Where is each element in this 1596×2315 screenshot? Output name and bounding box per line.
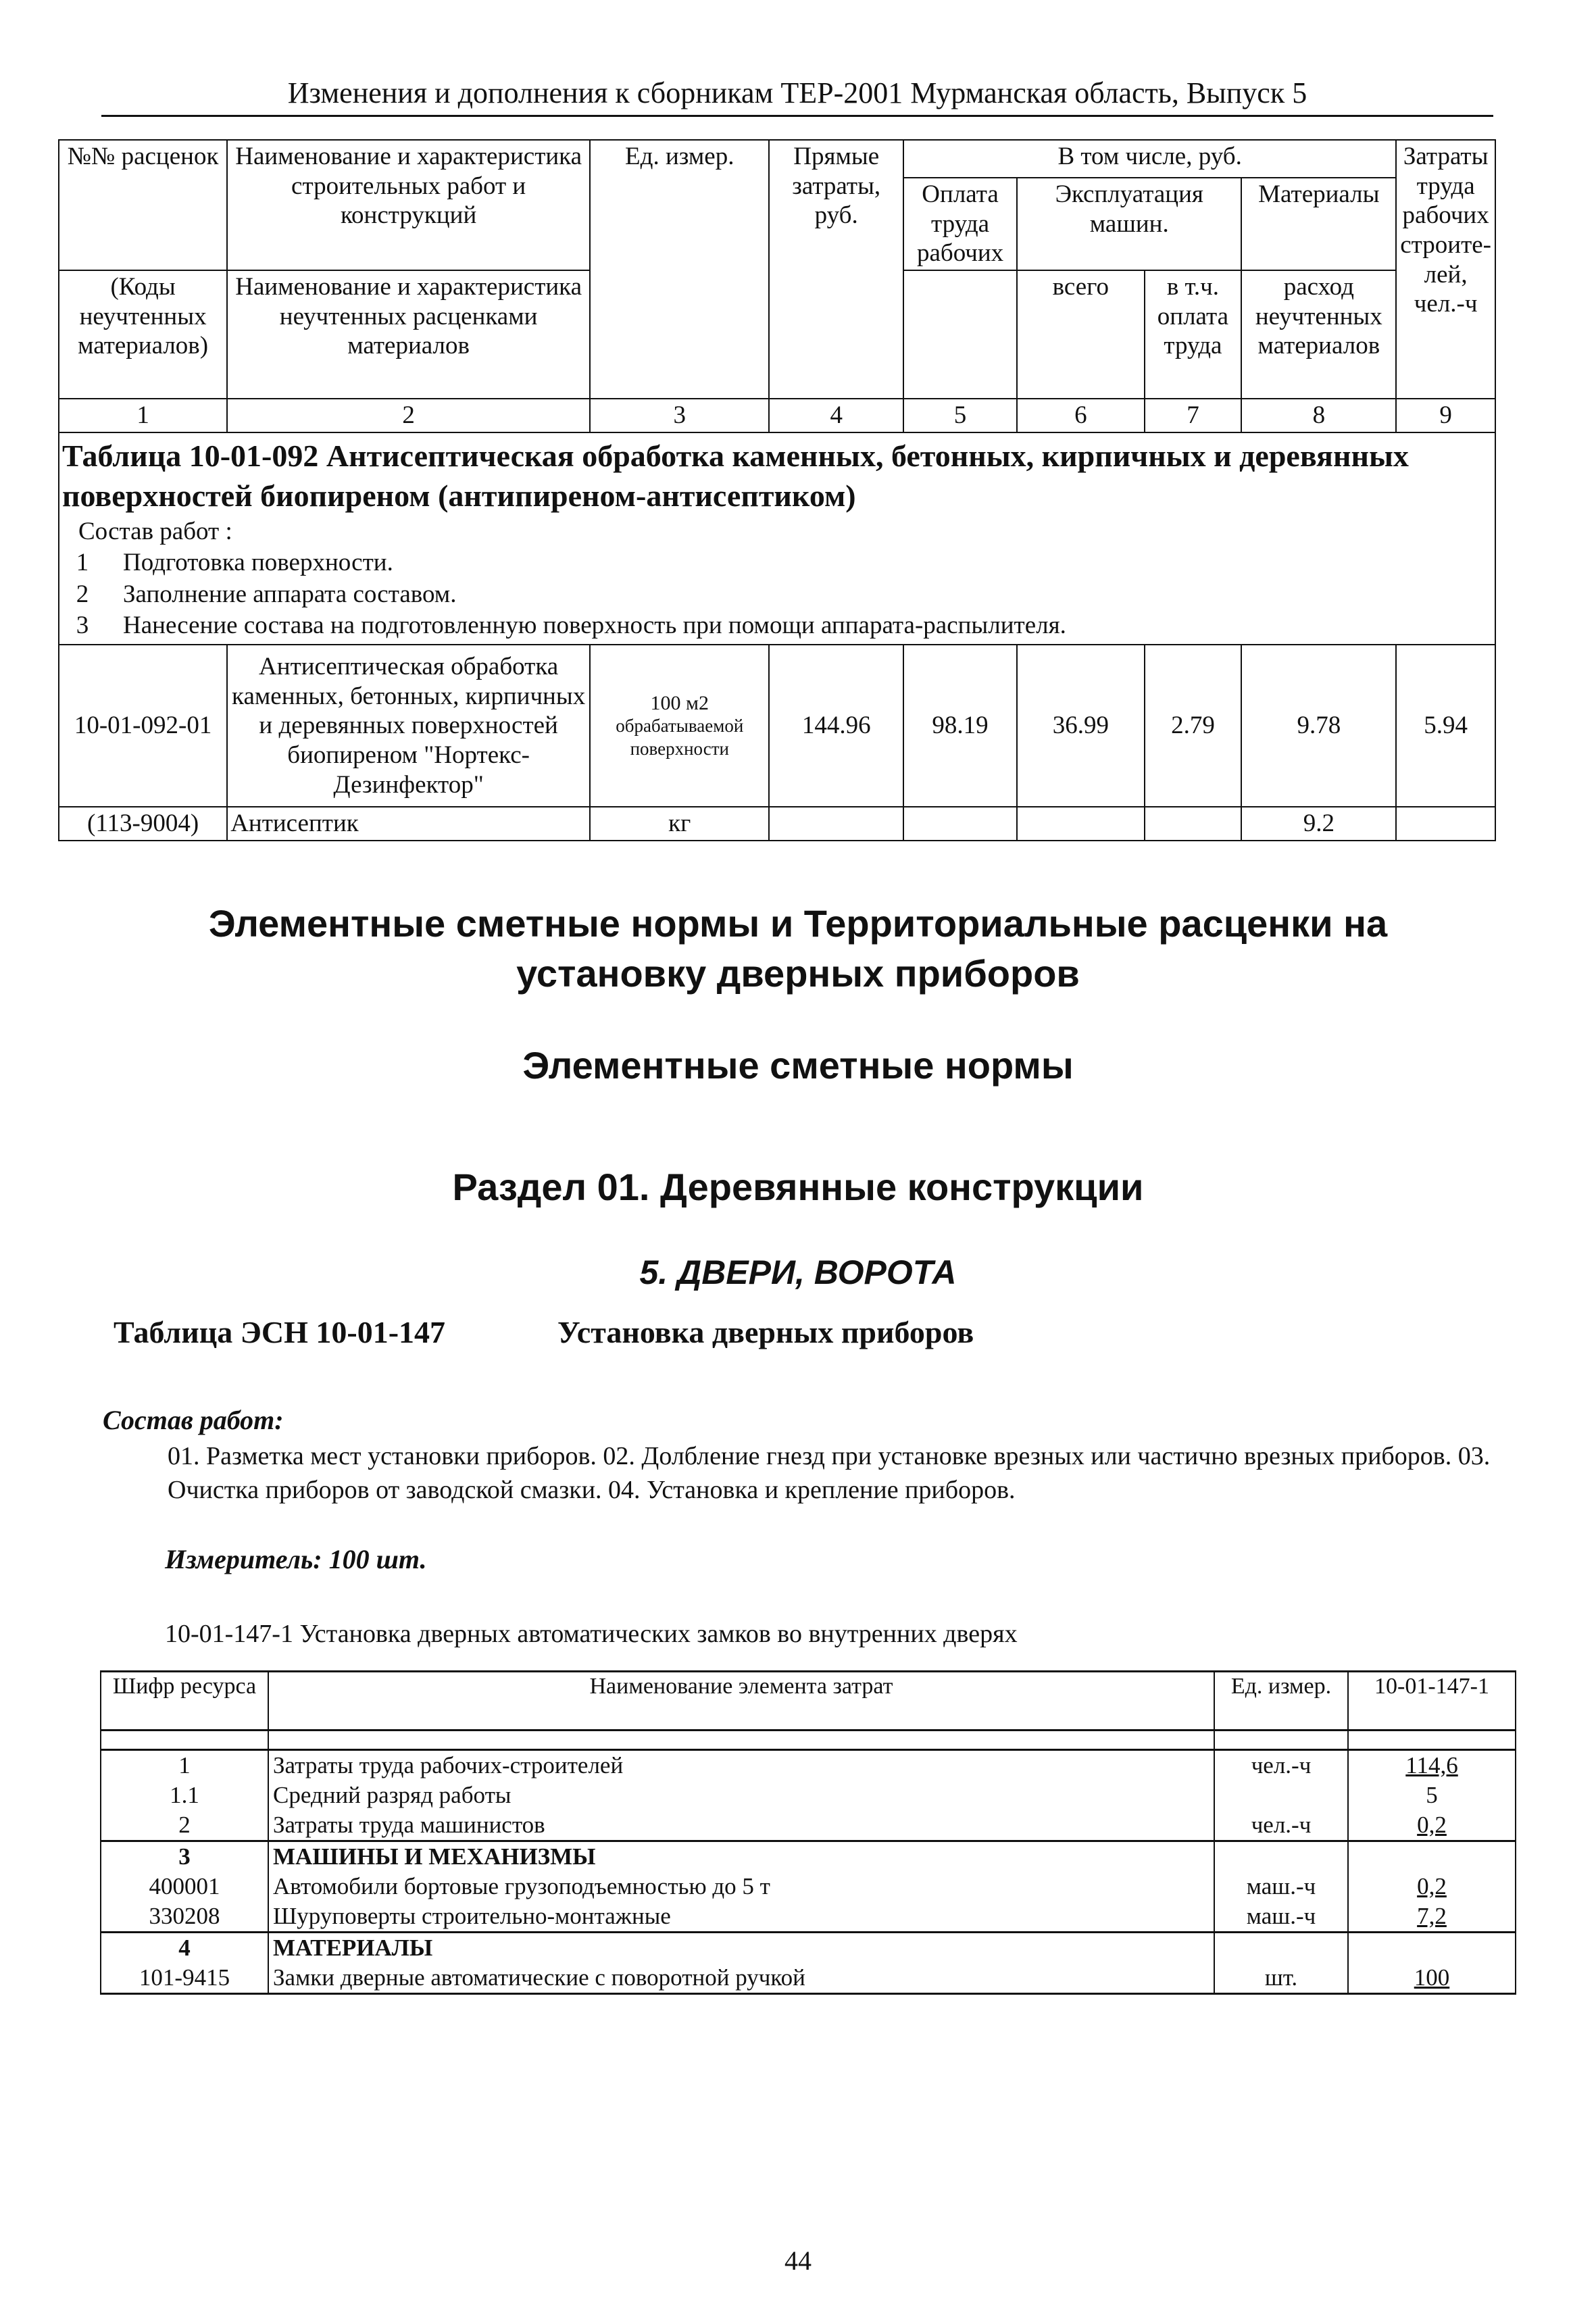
empty-cell (1145, 807, 1242, 841)
row-name: МАШИНЫ И МЕХАНИЗМЫ (268, 1841, 1214, 1872)
row-value: 100 (1348, 1963, 1516, 1994)
row-value: 0,2 (1348, 1810, 1516, 1841)
norm-table (100, 1670, 1516, 1995)
row-unit: шт. (1214, 1963, 1348, 1994)
rate-mach-labor: 2.79 (1145, 645, 1242, 807)
row-unit: чел.-ч (1214, 1750, 1348, 1781)
composition-block (62, 516, 1491, 641)
colnum: 1 (59, 399, 227, 432)
row-value: 5 (1348, 1781, 1516, 1810)
col-material-names: Наименование и характеристика неучтенных расценками материалов (227, 270, 590, 399)
subsection-heading: 5. ДВЕРИ, ВОРОТА (639, 1253, 957, 1291)
row-code: 1.1 (101, 1781, 268, 1810)
table-row (101, 1841, 1516, 1872)
colnum: 9 (1396, 399, 1495, 432)
row-code: 3 (101, 1841, 268, 1872)
table-row (101, 1810, 1516, 1841)
composition-label: Состав работ : (78, 518, 232, 546)
page-number: 44 (784, 2245, 812, 2276)
rate-labor-pay: 98.19 (903, 645, 1017, 807)
colnum: 2 (227, 399, 590, 432)
section-heading: Раздел 01. Деревянные конструкции (452, 1166, 1144, 1208)
col-materials: Материалы (1241, 178, 1396, 270)
row-value: 0,2 (1348, 1872, 1516, 1901)
row-name: Средний разряд работы (268, 1781, 1214, 1810)
col-rate-numbers: №№ расценок (59, 140, 227, 270)
rate-labor-hours: 5.94 (1396, 645, 1495, 807)
col-mach-total: всего (1017, 270, 1144, 399)
row-code: 4 (101, 1933, 268, 1964)
rate-mach-total: 36.99 (1017, 645, 1144, 807)
composition-text: 01. Разметка мест установки приборов. 02. Долбление гнезд при установке врезных или частично врезных приборов. 03. Очистка приборов от заводской смазки. 04. Установка и крепление приборов. (168, 1442, 1491, 1505)
row-code: 400001 (101, 1872, 268, 1901)
row-code: 330208 (101, 1901, 268, 1933)
rate-materials: 9.78 (1241, 645, 1396, 807)
measure-unit: Измеритель: 100 шт. (165, 1544, 427, 1574)
esn-table-title (0, 1314, 1596, 1355)
table-row (101, 1750, 1516, 1781)
row-name: МАТЕРИАЛЫ (268, 1933, 1214, 1964)
material-qty: 9.2 (1241, 807, 1396, 841)
col-group-including: В том числе, руб. (903, 140, 1396, 178)
row-name: Замки дверные автоматические с поворотной ручкой (268, 1963, 1214, 1994)
empty-cell (903, 807, 1017, 841)
empty-cell (1396, 807, 1495, 841)
col-machine-operation: Эксплуатация машин. (1017, 178, 1241, 270)
colnum: 6 (1017, 399, 1144, 432)
col-labor-pay: Оплата труда рабочих (903, 178, 1017, 270)
composition-item: 2 Заполнение аппарата составом. (76, 580, 457, 608)
spacer (101, 1731, 268, 1750)
spacer (1348, 1731, 1516, 1750)
spacer (1214, 1731, 1348, 1750)
row-value (1348, 1933, 1516, 1964)
row-unit: маш.-ч (1214, 1901, 1348, 1933)
row-unit: маш.-ч (1214, 1872, 1348, 1901)
rate-unit: 100 м2 обрабатываемой поверхности (590, 645, 769, 807)
material-unit: кг (590, 807, 769, 841)
col-material-codes: (Коды неучтенных материалов) (59, 270, 227, 399)
table-row (101, 1963, 1516, 1994)
table-title-block (59, 432, 1495, 645)
row-name: Затраты труда рабочих-строителей (268, 1750, 1214, 1781)
col-cost-element: Наименование элемента затрат (268, 1672, 1214, 1731)
colnum: 7 (1145, 399, 1242, 432)
empty-cell (1017, 807, 1144, 841)
table-row (101, 1933, 1516, 1964)
material-code: (113-9004) (59, 807, 227, 841)
row-name: Затраты труда машинистов (268, 1810, 1214, 1841)
table-row (101, 1781, 1516, 1810)
table-row (101, 1872, 1516, 1901)
row-unit (1214, 1841, 1348, 1872)
material-name: Антисептик (227, 807, 590, 841)
row-unit (1214, 1781, 1348, 1810)
col-norm: 10-01-147-1 (1348, 1672, 1516, 1731)
main-heading: Элементные сметные нормы и Территориальные расценки на установку дверных приборов (208, 902, 1388, 995)
col-material-usage: расход неучтенных материалов (1241, 270, 1396, 399)
empty-cell (769, 807, 903, 841)
table-title: Таблица 10-01-092 Антисептическая обработка каменных, бетонных, кирпичных и деревянных поверхностей биопиреном (антипиреном-антисептиком) (62, 438, 1409, 514)
col-direct-costs: Прямые затраты, руб. (769, 140, 903, 399)
colnum: 4 (769, 399, 903, 432)
sub-heading: Элементные сметные нормы (522, 1044, 1074, 1087)
row-code: 101-9415 (101, 1963, 268, 1994)
esn-table-name: Установка дверных приборов (557, 1315, 974, 1349)
row-name: Шуруповерты строительно-монтажные (268, 1901, 1214, 1933)
col-unit: Ед. измер. (1214, 1672, 1348, 1731)
row-value: 7,2 (1348, 1901, 1516, 1933)
row-code: 2 (101, 1810, 268, 1841)
row-value: 114,6 (1348, 1750, 1516, 1781)
header-rule (101, 115, 1493, 117)
rate-code: 10-01-092-01 (59, 645, 227, 807)
spacer (268, 1731, 1214, 1750)
colnum: 8 (1241, 399, 1396, 432)
col-mach-labor: в т.ч. оплата труда (1145, 270, 1242, 399)
row-unit (1214, 1933, 1348, 1964)
esn-table-label: Таблица ЭСН 10-01-147 (114, 1315, 446, 1349)
col-labor-hours: Затраты труда рабочих строите-лей, чел.-ч (1396, 140, 1495, 399)
norm-subtitle: 10-01-147-1 Установка дверных автоматических замков во внутренних дверях (165, 1620, 1018, 1648)
composition-label: Состав работ: (103, 1405, 284, 1435)
row-code: 1 (101, 1750, 268, 1781)
colnum: 3 (590, 399, 769, 432)
colnum: 5 (903, 399, 1017, 432)
row-value (1348, 1841, 1516, 1872)
col-labor-pay-empty (903, 270, 1017, 399)
table-row (101, 1901, 1516, 1933)
rates-table (58, 139, 1496, 841)
row-name: Автомобили бортовые грузоподъемностью до 5 т (268, 1872, 1214, 1901)
rate-direct-costs: 144.96 (769, 645, 903, 807)
rate-name: Антисептическая обработка каменных, бетонных, кирпичных и деревянных поверхностей биопиреном "Нортекс-Дезинфектор" (227, 645, 590, 807)
composition-item: 3 Нанесение состава на подготовленную поверхность при помощи аппарата-распылителя. (76, 611, 1066, 639)
composition-item: 1 Подготовка поверхности. (76, 549, 393, 577)
col-resource-code: Шифр ресурса (101, 1672, 268, 1731)
col-work-name: Наименование и характеристика строительных работ и конструкций (227, 140, 590, 270)
row-unit: чел.-ч (1214, 1810, 1348, 1841)
page-header: Изменения и дополнения к сборникам ТЕР-2001 Мурманская область, Выпуск 5 (287, 76, 1307, 109)
col-unit: Ед. измер. (590, 140, 769, 399)
